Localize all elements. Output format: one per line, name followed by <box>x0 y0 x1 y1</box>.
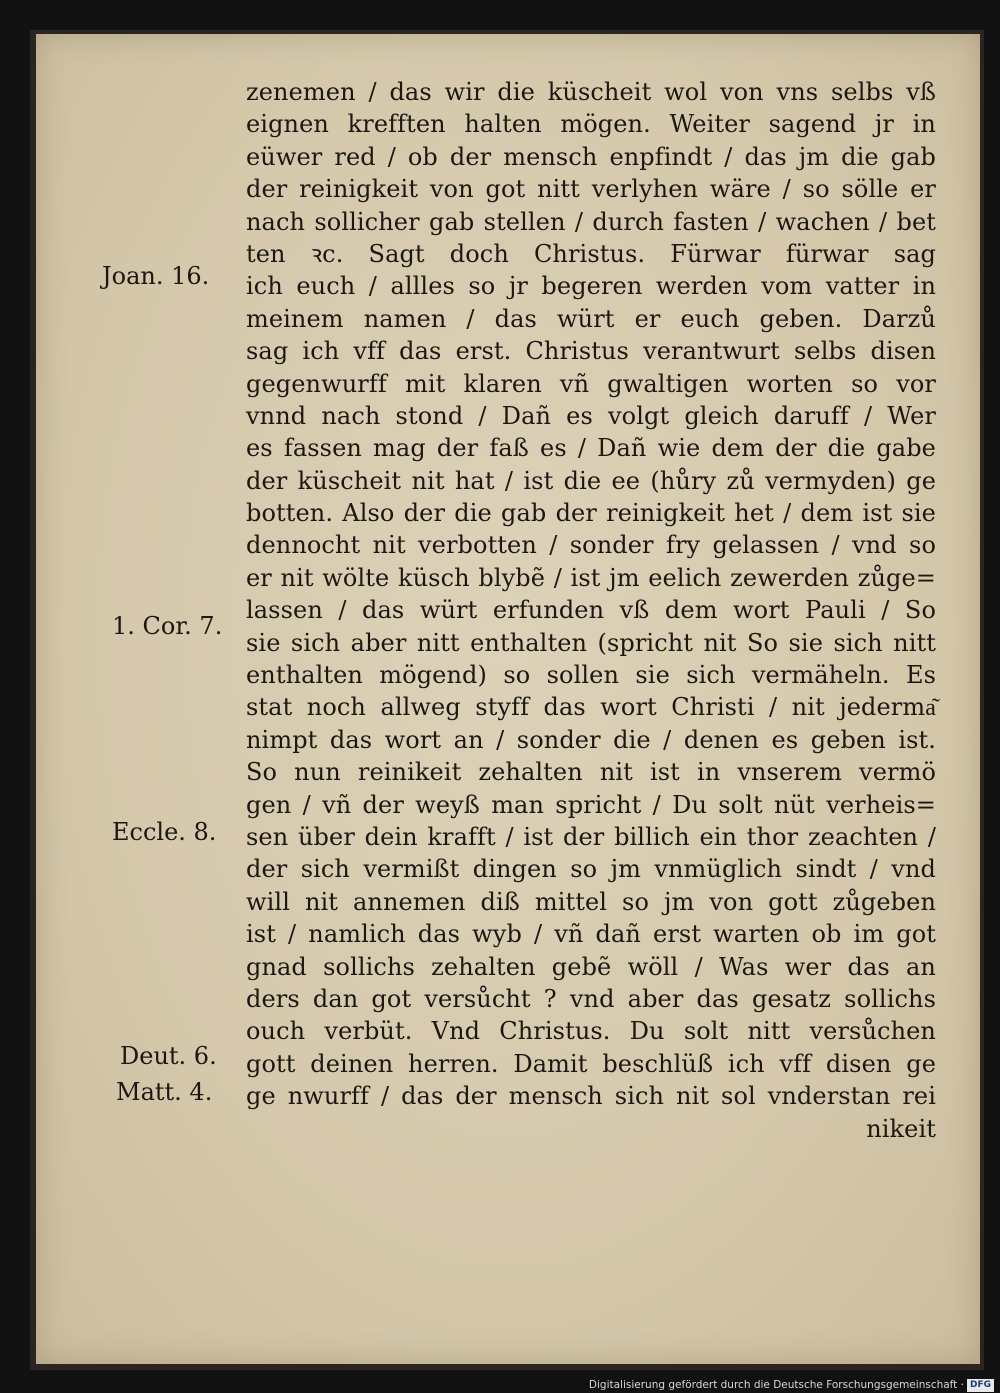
text-line: gnad sollichs zehalten gebẽ wöll / Was wer das an <box>246 952 936 981</box>
text-line: vnnd nach stond / Dañ es volgt gleich daruff / Wer <box>246 401 936 430</box>
text-line: ouch verbüt. Vnd Christus. Du solt nitt versůchen <box>246 1017 936 1046</box>
text-line: meinem namen / das würt er euch geben. Darzů <box>246 304 936 333</box>
text-line: der reinigkeit von got nitt verlyhen wäre / so sölle er <box>246 175 936 204</box>
text-line: er nit wölte küsch blybẽ / ist jm eelich zewerden zůge= <box>246 563 936 592</box>
text-line: der küscheit nit hat / ist die ee (hůry zů vermyden) ge <box>246 466 936 495</box>
main-text-block <box>246 76 936 1145</box>
text-line: dennocht nit verbotten / sonder fry gelassen / vnd so <box>246 531 936 560</box>
digitization-footer <box>0 1377 994 1393</box>
margin-reference-cor: 1. Cor. 7. <box>112 612 223 640</box>
text-line: eüwer red / ob der mensch enpfindt / das jm die gab <box>246 142 936 171</box>
text-line: botten. Also der die gab der reinigkeit het / dem ist sie <box>246 499 936 528</box>
text-line: zenemen / das wir die küscheit wol von vns selbs vß <box>246 78 936 106</box>
text-line: ders dan got versůcht ? vnd aber das gesatz sollichs <box>246 984 936 1013</box>
book-page <box>36 34 980 1364</box>
text-line: lassen / das würt erfunden vß dem wort Pauli / So <box>246 596 936 625</box>
text-line: sen über dein krafft / ist der billich ein thor zeachten / <box>246 822 936 851</box>
text-line: ten ꝛc. Sagt doch Christus. Fürwar fürwar sag <box>246 239 936 268</box>
footer-credit: Digitalisierung gefördert durch die Deutsche Forschungsgemeinschaft · <box>588 1379 964 1391</box>
text-line: sie sich aber nitt enthalten (spricht nit So sie sich nitt <box>246 628 936 657</box>
text-line: gegenwurff mit klaren vñ gwaltigen worten so vor <box>246 369 936 398</box>
text-line: stat noch allweg styff das wort Christi / nit jederma͂ <box>246 693 936 722</box>
margin-reference-eccle: Eccle. 8. <box>112 818 217 846</box>
margin-reference-joan: Joan. 16. <box>102 262 210 290</box>
text-line: sag ich vff das erst. Christus verantwurt selbs disen <box>246 337 936 366</box>
text-line: nach sollicher gab stellen / durch fasten / wachen / bet <box>246 207 936 236</box>
text-line: ge nwurff / das der mensch sich nit sol vnderstan rei <box>246 1082 936 1111</box>
text-line: ist / namlich das wyb / vñ dañ erst warten ob im got <box>246 920 936 949</box>
text-line: gott deinen herren. Damit beschlüß ich vff disen ge <box>246 1049 936 1078</box>
text-line: will nit annemen diß mittel so jm von gott zůgeben <box>246 887 936 916</box>
text-line: der sich vermißt dingen so jm vnmüglich sindt / vnd <box>246 855 936 884</box>
catchword: nikeit <box>866 1114 936 1143</box>
text-line: enthalten mögend) so sollen sie sich vermäheln. Es <box>246 661 936 690</box>
text-line: So nun reinikeit zehalten nit ist in vnserem vermö <box>246 758 936 787</box>
margin-reference-deut: Deut. 6. <box>120 1042 217 1070</box>
dfg-logo: DFG <box>967 1379 994 1392</box>
text-line: gen / vñ der weyß man spricht / Du solt nüt verheis= <box>246 790 936 819</box>
text-line: eignen krefften halten mögen. Weiter sagend jr in <box>246 110 936 139</box>
text-line: es fassen mag der faß es / Dañ wie dem der die gabe <box>246 434 936 463</box>
margin-reference-matt: Matt. 4. <box>116 1078 213 1106</box>
text-line: nimpt das wort an / sonder die / denen es geben ist. <box>246 725 936 754</box>
text-line: ich euch / allles so jr begeren werden vom vatter in <box>246 272 936 301</box>
